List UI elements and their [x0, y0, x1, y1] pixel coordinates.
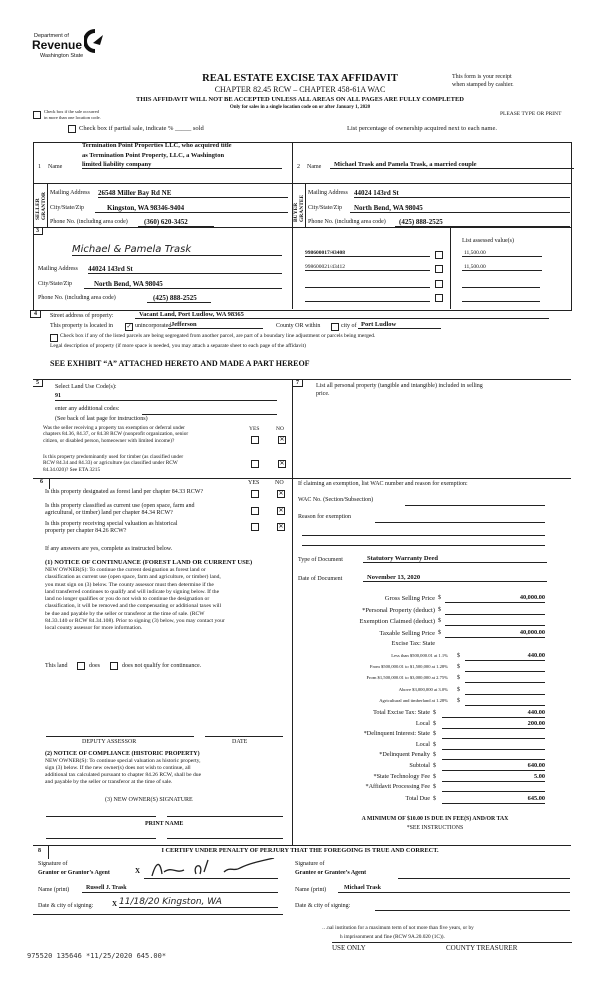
grantee-date-city-field[interactable] — [375, 910, 570, 911]
dollar-sign: $ — [433, 731, 436, 737]
calc-label: Exemption Claimed (deduct) — [359, 618, 435, 625]
divider — [33, 478, 571, 479]
city-label: City/State/Zip — [38, 281, 72, 287]
wac-label: WAC No. (Section/Subsection) — [298, 497, 374, 503]
segregation-label: Check box if any of the listed parcels are being segregated from another parcel, are part of a boundary line adjustment or parcels being merged. — [60, 333, 376, 339]
parcel-checkbox[interactable] — [435, 280, 443, 288]
assessed-value-field[interactable] — [462, 301, 540, 302]
new-owner-signature-label: (3) NEW OWNER(S) SIGNATURE — [105, 797, 193, 803]
warning-line: THIS AFFIDAVIT WILL NOT BE ACCEPTED UNLESS ALL AREAS ON ALL PAGES ARE FULLY COMPLETED — [136, 96, 464, 103]
dollar-sign: $ — [433, 763, 436, 769]
additional-codes-field[interactable] — [142, 414, 277, 415]
question-line: 84.34.020)? See ETA 3215 — [43, 466, 101, 473]
assessed-value-field[interactable]: 11,500.00 — [462, 264, 542, 271]
divider — [49, 479, 50, 489]
buyer-name-field[interactable]: Michael Trask and Pamela Trask, a married couple — [330, 161, 574, 169]
assessed-value-field[interactable] — [462, 287, 540, 288]
divider — [47, 183, 48, 227]
assessor-date-line[interactable] — [205, 736, 283, 737]
calc-value-field[interactable] — [442, 730, 545, 739]
section-number: 3 — [33, 228, 43, 235]
certify-statement: I CERTIFY UNDER PENALTY OF PERJURY THAT THE FOREGOING IS TRUE AND CORRECT. — [161, 847, 439, 854]
dollar-sign: $ — [457, 675, 460, 681]
unincorporated-label: unincorporated — [135, 323, 172, 329]
does-qualify-checkbox[interactable] — [77, 662, 85, 670]
question-line: Is this property designated as forest land per chapter 84.33 RCW? — [45, 489, 204, 495]
section-number: 7 — [292, 380, 303, 387]
parcel-checkbox[interactable] — [435, 265, 443, 273]
divider — [33, 914, 283, 915]
dollar-sign: $ — [433, 742, 436, 748]
date-city-label: Date & city of signing: — [295, 903, 351, 909]
land-use-code-field[interactable]: 91 — [55, 393, 277, 401]
dollar-sign: $ — [433, 784, 436, 790]
parcel-checkbox[interactable] — [435, 294, 443, 302]
name-label: Name — [307, 164, 322, 170]
question-line: citizen, or disabled person, homeowner with limited income)? — [43, 437, 175, 444]
text-line: 84.33.140 or RCW 84.34.108). Prior to signing (3) below, you may contact your — [45, 617, 225, 624]
deputy-assessor-label: DEPUTY ASSESSOR — [82, 739, 137, 745]
text-line: and payable by the seller or transferor at the time of sale. — [45, 778, 173, 785]
calc-value-field[interactable] — [465, 697, 545, 706]
parcel-number-field[interactable] — [305, 301, 430, 302]
calc-label: Total Due — [405, 795, 430, 802]
located-label: This property is located in — [50, 323, 113, 329]
does-label: does — [89, 663, 100, 669]
parcel-number-field[interactable]: 998600021/43412 — [305, 264, 430, 271]
new-owner-signature-line[interactable] — [167, 816, 283, 817]
calc-value-field[interactable]: 5.00 — [442, 773, 545, 782]
divider — [305, 183, 306, 227]
dollar-sign: $ — [433, 752, 436, 758]
calc-value-field[interactable] — [465, 686, 545, 695]
dollar-sign: $ — [457, 698, 460, 704]
calc-label: Above $3,000,000 at 3.0% — [398, 687, 448, 692]
exemption-question — [43, 425, 188, 444]
text-line: classification as current use (open space, farm and agriculture, or timber) land, — [45, 574, 221, 581]
land-use-label: Select Land Use Code(s): — [55, 384, 117, 390]
question-line: agricultural, or timber) land per chapter 84.34 RCW? — [45, 509, 173, 516]
calc-label: *Personal Property (deduct) — [362, 607, 435, 614]
calc-value-field[interactable] — [442, 751, 545, 760]
dollar-sign: $ — [457, 687, 460, 693]
yes-checkbox[interactable] — [251, 490, 259, 498]
calc-value-field[interactable] — [445, 617, 545, 626]
yes-checkbox[interactable] — [251, 523, 259, 531]
question-line: Is this property receiving special valuation as historical — [45, 521, 178, 527]
calc-label: Less than $500,000.01 at 1.1% — [391, 653, 448, 658]
section3-mail-field[interactable]: 44024 143rd St — [88, 265, 282, 274]
county-or-label: County OR within — [276, 323, 321, 329]
no-checkbox[interactable]: ✕ — [279, 461, 285, 467]
chapter-line: CHAPTER 82.45 RCW – CHAPTER 458-61A WAC — [214, 85, 386, 94]
dollar-sign: $ — [433, 721, 436, 727]
grantor-date-city-field[interactable]: 11/18/20 Kingston, WA — [119, 897, 278, 908]
doc-type-field[interactable]: Statutory Warranty Deed — [363, 555, 547, 563]
grantor-agent-label: Grantor or Grantor’s Agent — [38, 870, 110, 876]
phone-label: Phone No. (including area code) — [308, 219, 386, 225]
question-line: property per chapter 84.26 RCW? — [45, 527, 127, 534]
yes-checkbox[interactable] — [251, 460, 259, 468]
does-not-label: does not qualify for continuance. — [122, 663, 202, 669]
calc-value-field[interactable] — [442, 783, 545, 792]
section3-city-field[interactable]: North Bend, WA 98045 — [84, 280, 282, 289]
parcel-number-field[interactable]: 998600017/43408 — [305, 250, 430, 257]
seller-mail-field[interactable]: 26548 Miller Bay Rd NE — [98, 189, 288, 198]
no-header: NO — [275, 480, 284, 486]
notice-compliance-text — [45, 758, 201, 786]
calc-label: *Delinquent Penalty — [379, 751, 430, 758]
text-line: classification, it will be removed and the compensating or additional taxes will — [45, 603, 222, 610]
dollar-sign: $ — [433, 774, 436, 780]
parcel-checkbox[interactable] — [435, 251, 443, 259]
mail-label: Mailing Address — [38, 266, 78, 272]
text-line: local county assessor for more information. — [45, 625, 143, 632]
county-field[interactable]: Jefferson — [168, 321, 263, 329]
signature-x-mark: X — [112, 900, 118, 908]
yes-header: YES — [249, 426, 260, 432]
text-line: land no longer qualifies or you do not wish to continue the designation or — [45, 596, 210, 603]
calc-value-field[interactable] — [442, 741, 545, 750]
section-number: 4 — [30, 310, 41, 318]
calc-label: *Affidavit Processing Fee — [365, 783, 430, 790]
unincorporated-checkbox[interactable]: ✓ — [126, 324, 132, 330]
reason-field[interactable] — [302, 545, 545, 546]
text-line: be due and payable by the seller or transferor at the time of sale. (RCW — [45, 610, 205, 617]
deputy-assessor-signature-line[interactable] — [46, 736, 194, 737]
section-number: 1 — [38, 164, 41, 170]
seller-name-line: Termination Point Properties LLC, who acquired title — [82, 142, 232, 149]
form-title: REAL ESTATE EXCISE TAX AFFIDAVIT — [202, 73, 398, 84]
calc-value-field[interactable]: 645.00 — [442, 795, 545, 804]
dollar-sign: $ — [438, 630, 441, 636]
dollar-sign: $ — [457, 664, 460, 670]
see-instructions-note: *SEE INSTRUCTIONS — [406, 825, 464, 831]
calc-label: Gross Selling Price — [384, 595, 435, 602]
grantee-signature-line[interactable] — [398, 878, 570, 879]
calc-value-field[interactable] — [445, 606, 545, 615]
buyer-side-label: BUYER GRANTEE — [293, 194, 305, 222]
question-line: chapters 84.36, 84.37, or 84.38 RCW (nonprofit organization, senior — [43, 431, 189, 438]
forest-question — [45, 489, 203, 497]
no-checkbox[interactable]: ✕ — [278, 508, 284, 514]
calc-label: *State Technology Fee — [373, 773, 430, 780]
wac-field[interactable] — [405, 505, 545, 506]
multi-location-label: Check box if the sale occurred — [44, 109, 99, 114]
no-header: NO — [276, 426, 284, 432]
calc-label: From $500,000.01 to $1,500,000 at 1.28% — [369, 664, 448, 669]
calc-value-field[interactable]: 200.00 — [442, 720, 545, 729]
divider — [33, 183, 292, 184]
multi-location-checkbox[interactable] — [33, 111, 41, 119]
section-number: 2 — [297, 164, 300, 170]
seller-phone-field[interactable]: (360) 620-3452 — [138, 218, 214, 227]
calc-value-field[interactable]: 40,000.00 — [445, 629, 545, 638]
seller-side-label: SELLER GRANTOR — [35, 191, 47, 220]
reason-label: Reason for exemption — [298, 514, 351, 520]
divider — [33, 845, 571, 846]
type-print-note: PLEASE TYPE OR PRINT — [500, 111, 562, 117]
phone-label: Phone No. (including area code) — [38, 295, 116, 301]
dollar-sign: $ — [438, 595, 441, 601]
parcel-number-field[interactable] — [305, 287, 430, 288]
seller-city-field[interactable]: Kingston, WA 98346-9404 — [95, 204, 288, 213]
name-print-label: Name (print) — [38, 887, 70, 893]
calc-label: From $1,500,000.01 to $3,000,000 at 2.75% — [366, 675, 448, 680]
new-owner-signature-line[interactable] — [46, 816, 156, 817]
section3-phone-field[interactable]: (425) 888-2525 — [147, 294, 211, 303]
no-checkbox[interactable]: ✕ — [278, 524, 284, 530]
exemption-label: If claiming an exemption, list WAC number and reason for exemption: — [298, 481, 468, 487]
grantee-name-field[interactable]: Michael Trask — [338, 885, 570, 893]
ownership-note: List percentage of ownership acquired next to each name. — [347, 125, 497, 132]
label-line: price. — [316, 390, 330, 397]
reason-field[interactable] — [375, 522, 545, 523]
dollar-sign: $ — [438, 607, 441, 613]
city-checkbox[interactable] — [331, 323, 339, 331]
text-line: sign (3) below. If the new owner(s) does not wish to continue, all — [45, 764, 191, 771]
divider — [33, 227, 571, 228]
minimum-due-note: A MINIMUM OF $10.00 IS DUE IN FEE(S) AND/OR TAX — [361, 816, 509, 822]
question-line: Is this property classified as current use (open space, farm and — [45, 503, 195, 509]
divider — [332, 942, 572, 943]
buyer-city-field[interactable]: North Bend, WA 98045 — [350, 204, 570, 213]
use-only-label: USE ONLY — [332, 944, 366, 952]
question-line: RCW 84.34 and 84.33) or agriculture (as classified under RCW — [43, 460, 178, 467]
segregation-checkbox[interactable] — [50, 334, 58, 342]
calc-value-field[interactable]: 440.00 — [442, 709, 545, 718]
yes-header: YES — [248, 480, 260, 486]
doc-date-label: Date of Document — [298, 576, 343, 582]
text-line: you must sign on (3) below. The county assessor must then determine if the — [45, 581, 214, 588]
penalty-note: h imprisonment and fine (RCW 9A.20.020 (1C)). — [340, 934, 445, 940]
personal-property-label — [316, 383, 483, 399]
mail-label: Mailing Address — [50, 190, 90, 196]
grantor-name-field[interactable]: Russell J. Trask — [82, 885, 278, 893]
notice-continuance-text — [45, 567, 225, 632]
question-line: Is this property predominantly used for timber (as classified under — [43, 454, 184, 460]
name-print-label: Name (print) — [295, 887, 327, 893]
mail-label: Mailing Address — [308, 190, 348, 196]
doc-type-label: Type of Document — [298, 557, 343, 563]
print-name-label: PRINT NAME — [145, 821, 184, 827]
receipt-note: when stamped by cashier. — [452, 82, 514, 88]
no-checkbox[interactable]: ✕ — [279, 437, 285, 443]
city-label: City/State/Zip — [50, 205, 84, 211]
name-label: Name — [48, 164, 63, 170]
cashier-stamp: 975520 135646 *11/25/2020 645.00* — [27, 952, 167, 960]
buyer-mail-field[interactable]: 44024 143rd St — [354, 189, 570, 198]
see-back-note: (See back of last page for instructions) — [55, 416, 148, 422]
yes-checkbox[interactable] — [251, 436, 259, 444]
calc-value-field[interactable]: 640.00 — [442, 762, 545, 771]
assessed-label: List assessed value(s) — [462, 238, 514, 244]
signature-of-label: Signature of — [295, 861, 325, 867]
divider — [292, 183, 571, 184]
date-city-label: Date & city of signing: — [38, 903, 94, 909]
historic-question — [45, 521, 177, 535]
signature-of-label: Signature of — [38, 861, 68, 867]
excise-tax-state-label: Excise Tax: State — [391, 640, 435, 647]
only-for-note: Only for sales in a single location code on or after January 1, 2020 — [229, 105, 371, 110]
calc-value-field[interactable] — [465, 663, 545, 672]
date-label: DATE — [232, 739, 248, 745]
no-checkbox[interactable]: ✕ — [278, 491, 284, 497]
county-treasurer-label: COUNTY TREASURER — [446, 944, 518, 952]
label-line: List all personal property (tangible and intangible) included in selling — [316, 383, 483, 389]
dollar-sign: $ — [433, 710, 436, 716]
city-field[interactable]: Port Ludlow — [358, 321, 441, 329]
street-label: Street address of property: — [50, 313, 114, 319]
calc-label: Total Excise Tax: State — [373, 709, 430, 716]
divider — [292, 142, 293, 309]
phone-label: Phone No. (including area code) — [50, 219, 128, 225]
partial-sale-label: Check box if partial sale, indicate % _____ sold — [79, 125, 204, 132]
grantor-signature[interactable] — [144, 858, 278, 879]
dollar-sign: $ — [457, 653, 460, 659]
dor-logo-icon — [84, 29, 106, 53]
notice-compliance-title: (2) NOTICE OF COMPLIANCE (HISTORIC PROPERTY) — [45, 751, 200, 757]
print-name-line[interactable] — [46, 838, 156, 839]
multi-location-label: in more than one location code. — [44, 115, 101, 120]
question-line: Was the seller receiving a property tax exemption or deferral under — [43, 425, 185, 431]
legal-description-label: Legal description of property (if more space is needed, you may attach a separate sheet to each page of the affidavit) — [50, 343, 306, 349]
city-label: City/State/Zip — [308, 205, 342, 211]
grantee-agent-label: Grantee or Grantee’s Agent — [295, 870, 367, 876]
yes-checkbox[interactable] — [251, 507, 259, 515]
signature-scribble-icon — [144, 858, 278, 878]
section-number: 8 — [38, 848, 41, 854]
dollar-sign: $ — [438, 618, 441, 624]
seller-name-line: as Termination Point Property, LLC, a Washington — [82, 152, 225, 159]
text-line: additional tax calculated pursuant to chapter 84.26 RCW, shall be due — [45, 771, 202, 778]
calc-label: Agricultural and timberland at 1.28% — [379, 698, 448, 703]
buyer-phone-field[interactable]: (425) 888-2525 — [395, 218, 570, 227]
calc-value-field[interactable]: 440.00 — [465, 652, 545, 661]
seller-name-field[interactable]: limited liability company — [82, 161, 282, 169]
doc-date-field[interactable]: November 13, 2020 — [363, 574, 547, 582]
section-number: 6 — [40, 479, 43, 485]
section-number: 5 — [33, 380, 43, 387]
print-name-line[interactable] — [167, 838, 283, 839]
text-line: NEW OWNER(S): To continue special valuation as historic property, — [45, 758, 201, 764]
partial-sale-checkbox[interactable] — [68, 125, 76, 133]
calc-label: Local — [415, 720, 430, 727]
does-not-qualify-checkbox[interactable] — [110, 662, 118, 670]
timber-question — [43, 454, 183, 473]
affidavit-page: Department of Revenue Washington State REAL ESTATE EXCISE TAX AFFIDAVIT CHAPTER 82.45 RCW – CHAPTER 458-61A WAC THIS AFFIDAVIT WILL NOT BE ACCEPTED UNLESS ALL AREAS ON ALL PAGES ARE FULLY COMPLETED Only for sales in a single location code on or after January 1, 2020 This form is your receipt when stamped by cashier. Check box if the sale occurred in more than one location code. PLEASE TYPE OR PRINT Check box if partial sale, indicate % _____ sold List percentage of ownership acquired next to each name. 1 Name Termination Point Properties LLC, who acquired title as Termination Point Property, LLC, a Washington limited liability company SELLER GRANTOR Mailing Address 26548 Miller Bay Rd NE City/State/Zip Kingston, WA 98346-9404 Phone No. (including area code) (360) 620-3452 2 Name Michael Trask and Pamela Trask, a married couple BUYER GRANTEE Mailing Address 44024 143rd St City/State/Zip North Bend, WA 98045 Phone No. (including area code) (425) 888-2525 3 Michael & Pamela Trask Mailing Address 44024 143rd St City/State/Zip North Bend, WA 98045 Phone No. (including area code) (425) 888-2525 List assessed value(s) 998600017/43408 11,500.00 998600021/43412 11,500.00 4 Street address of property: Vacant Land, Port Ludlow, WA 98365 This property is located in ✓ unincorporated Jefferson County OR within city of Port Ludlow Check box if any of the listed parcels are being segregated from another parcel, are part of a boundary line adjustment or parcels being merged. Legal description of property (if more space is needed, you may attach a separate sheet to each page of the affidavit) SEE EXHIBIT “A” ATTACHED HERETO AND MADE A PART HEREOF 5 Select Land Use Code(s): 91 enter any additional codes: (See back of last page for instructions) YES NO Was the seller receiving a property tax exemption or deferral under chapters 84.36, 84.37, or 84.38 RCW (nonprofit organization, senior citizen, or disabled person, homeowner with limited income)? ✕ Is this property predominantly used for timber (as classified under RCW 84.34 and 84.33) or agriculture (as classified under RCW 84.34.020)? See ETA 3215 ✕ 7 List all personal property (tangible and intangible) included in selling price. 6 YES NO Is this property designated as forest land per chapter 84.33 RCW? ✕ Is this property classified as current use (open space, farm and agricultural, or timber) land per chapter 84.34 RCW? ✕ Is this property receiving special valuation as historical property per chapter 84.26 RCW? ✕ If any answers are yes, complete as instructed below. (1) NOTICE OF CONTINUANCE (FOREST LAND OR CURRENT USE) NEW OWNER(S): To continue the current designation as forest land or classification as current use (open space, farm and agriculture, or timber) land, you must sign on (3) below. The county assessor must then determine if the land transferred continues to qualify and will indicate by signing below. If the land no longer qualifies or you do not wish to continue the designation or classification, it will be removed and the compensating or additional taxes will be due and payable by the seller or transferor at the time of sale. (RCW 84.33.140 or RCW 84.34.108). Prior to signing (3) below, you may contact your local county assessor for more information. This land does does not qualify for continuance. DEPUTY ASSESSOR DATE (2) NOTICE OF COMPLIANCE (HISTORIC PROPERTY) NEW OWNER(S): To continue special valuation as historic property, sign (3) below. If the new owner(s) does not wish to continue, all additional tax calculated pursuant to chapter 84.26 RCW, shall be due and payable by the seller or transferor at the time of sale. (3) NEW OWNER(S) SIGNATURE PRINT NAME If claiming an exemption, list WAC number and reason for exemption: WAC No. (Section/Subsection) Reason for exemption Type of Document Statutory Warranty Deed Date of Document November 13, 2020 Gross Selling Price $ 40,000.00 *Personal Property (deduct) $ Exemption Claimed (deduct) $ Taxable Selling Price $ 40,000.00 Less than $500,000.01 at 1.1% $ 440.00 From $500,000.01 to $1,500,000 at 1.28% $ From $1,500,000.01 to $3,000,000 at 2.75% $ Above $3,000,000 at 3.0% $ Agricultural and timberland at 1.28% $ Total Excise Tax: State $ 440.00 Local $ 200.00 *Delinquent Interest: State $ Local $ *Delinquent Penalty $ Subtotal $ 640.00 *State Technology Fee $ 5.00 *Affidavit Processing Fee $ Total Due $ 645.00 Excise Tax: State A MINIMUM OF $10.00 IS DUE IN FEE(S) AND/OR TAX *SEE INSTRUCTIONS 8 I CERTIFY UNDER PENALTY OF PERJURY THAT THE FOREGOING IS TRUE AND CORRECT. Signature of Grantor or Grantor’s Agent X Name (print) Russell J. Trask Date & city of signing: X 11/18/20 Kingston, WA Signature of Grantee or Grantee’s Agent Name (print) Michael Trask Date & city of signing: …nal institution for a maximum term of not more than five years, or by h imprisonment and fine (RCW 9A.20.020 (1C)). USE ONLY COUNTY TREASURER 975520 135646 *11/25/2020 645.00* — [0, 0, 600, 994]
calc-label: *Delinquent Interest: State — [363, 730, 430, 737]
calc-value-field[interactable]: 40,000.00 — [445, 594, 545, 603]
signature-x-mark: X — [135, 867, 141, 875]
street-address-field[interactable]: Vacant Land, Port Ludlow, WA 98365 — [135, 311, 549, 319]
additional-codes-label: enter any additional codes: — [55, 406, 120, 412]
calc-value-field[interactable] — [465, 674, 545, 683]
city-of-label: city of — [341, 323, 357, 329]
divider — [450, 227, 451, 309]
current-use-question — [45, 503, 194, 517]
text-line: NEW OWNER(S): To continue the current designation as forest land or — [45, 567, 206, 573]
legal-description-value: SEE EXHIBIT “A” ATTACHED HERETO AND MADE A PART HEREOF — [50, 359, 310, 368]
text-line: land transferred continues to qualify and will indicate by signing below. If the — [45, 588, 220, 595]
if-any-note: If any answers are yes, complete as instructed below. — [45, 546, 173, 552]
dollar-sign: $ — [433, 796, 436, 802]
this-land-label: This land — [45, 663, 68, 669]
assessed-value-field[interactable]: 11,500.00 — [462, 250, 542, 257]
calc-label: Subtotal — [409, 762, 430, 769]
calc-label: Local — [415, 741, 430, 748]
calc-label: Taxable Selling Price — [379, 630, 435, 637]
penalty-note: …nal institution for a maximum term of not more than five years, or by — [322, 925, 474, 931]
notice-continuance-title: (1) NOTICE OF CONTINUANCE (FOREST LAND OR CURRENT USE) — [45, 559, 253, 566]
section3-name-field[interactable]: Michael & Pamela Trask — [72, 244, 282, 256]
reason-field[interactable] — [302, 535, 545, 536]
receipt-note: This form is your receipt — [452, 74, 512, 80]
